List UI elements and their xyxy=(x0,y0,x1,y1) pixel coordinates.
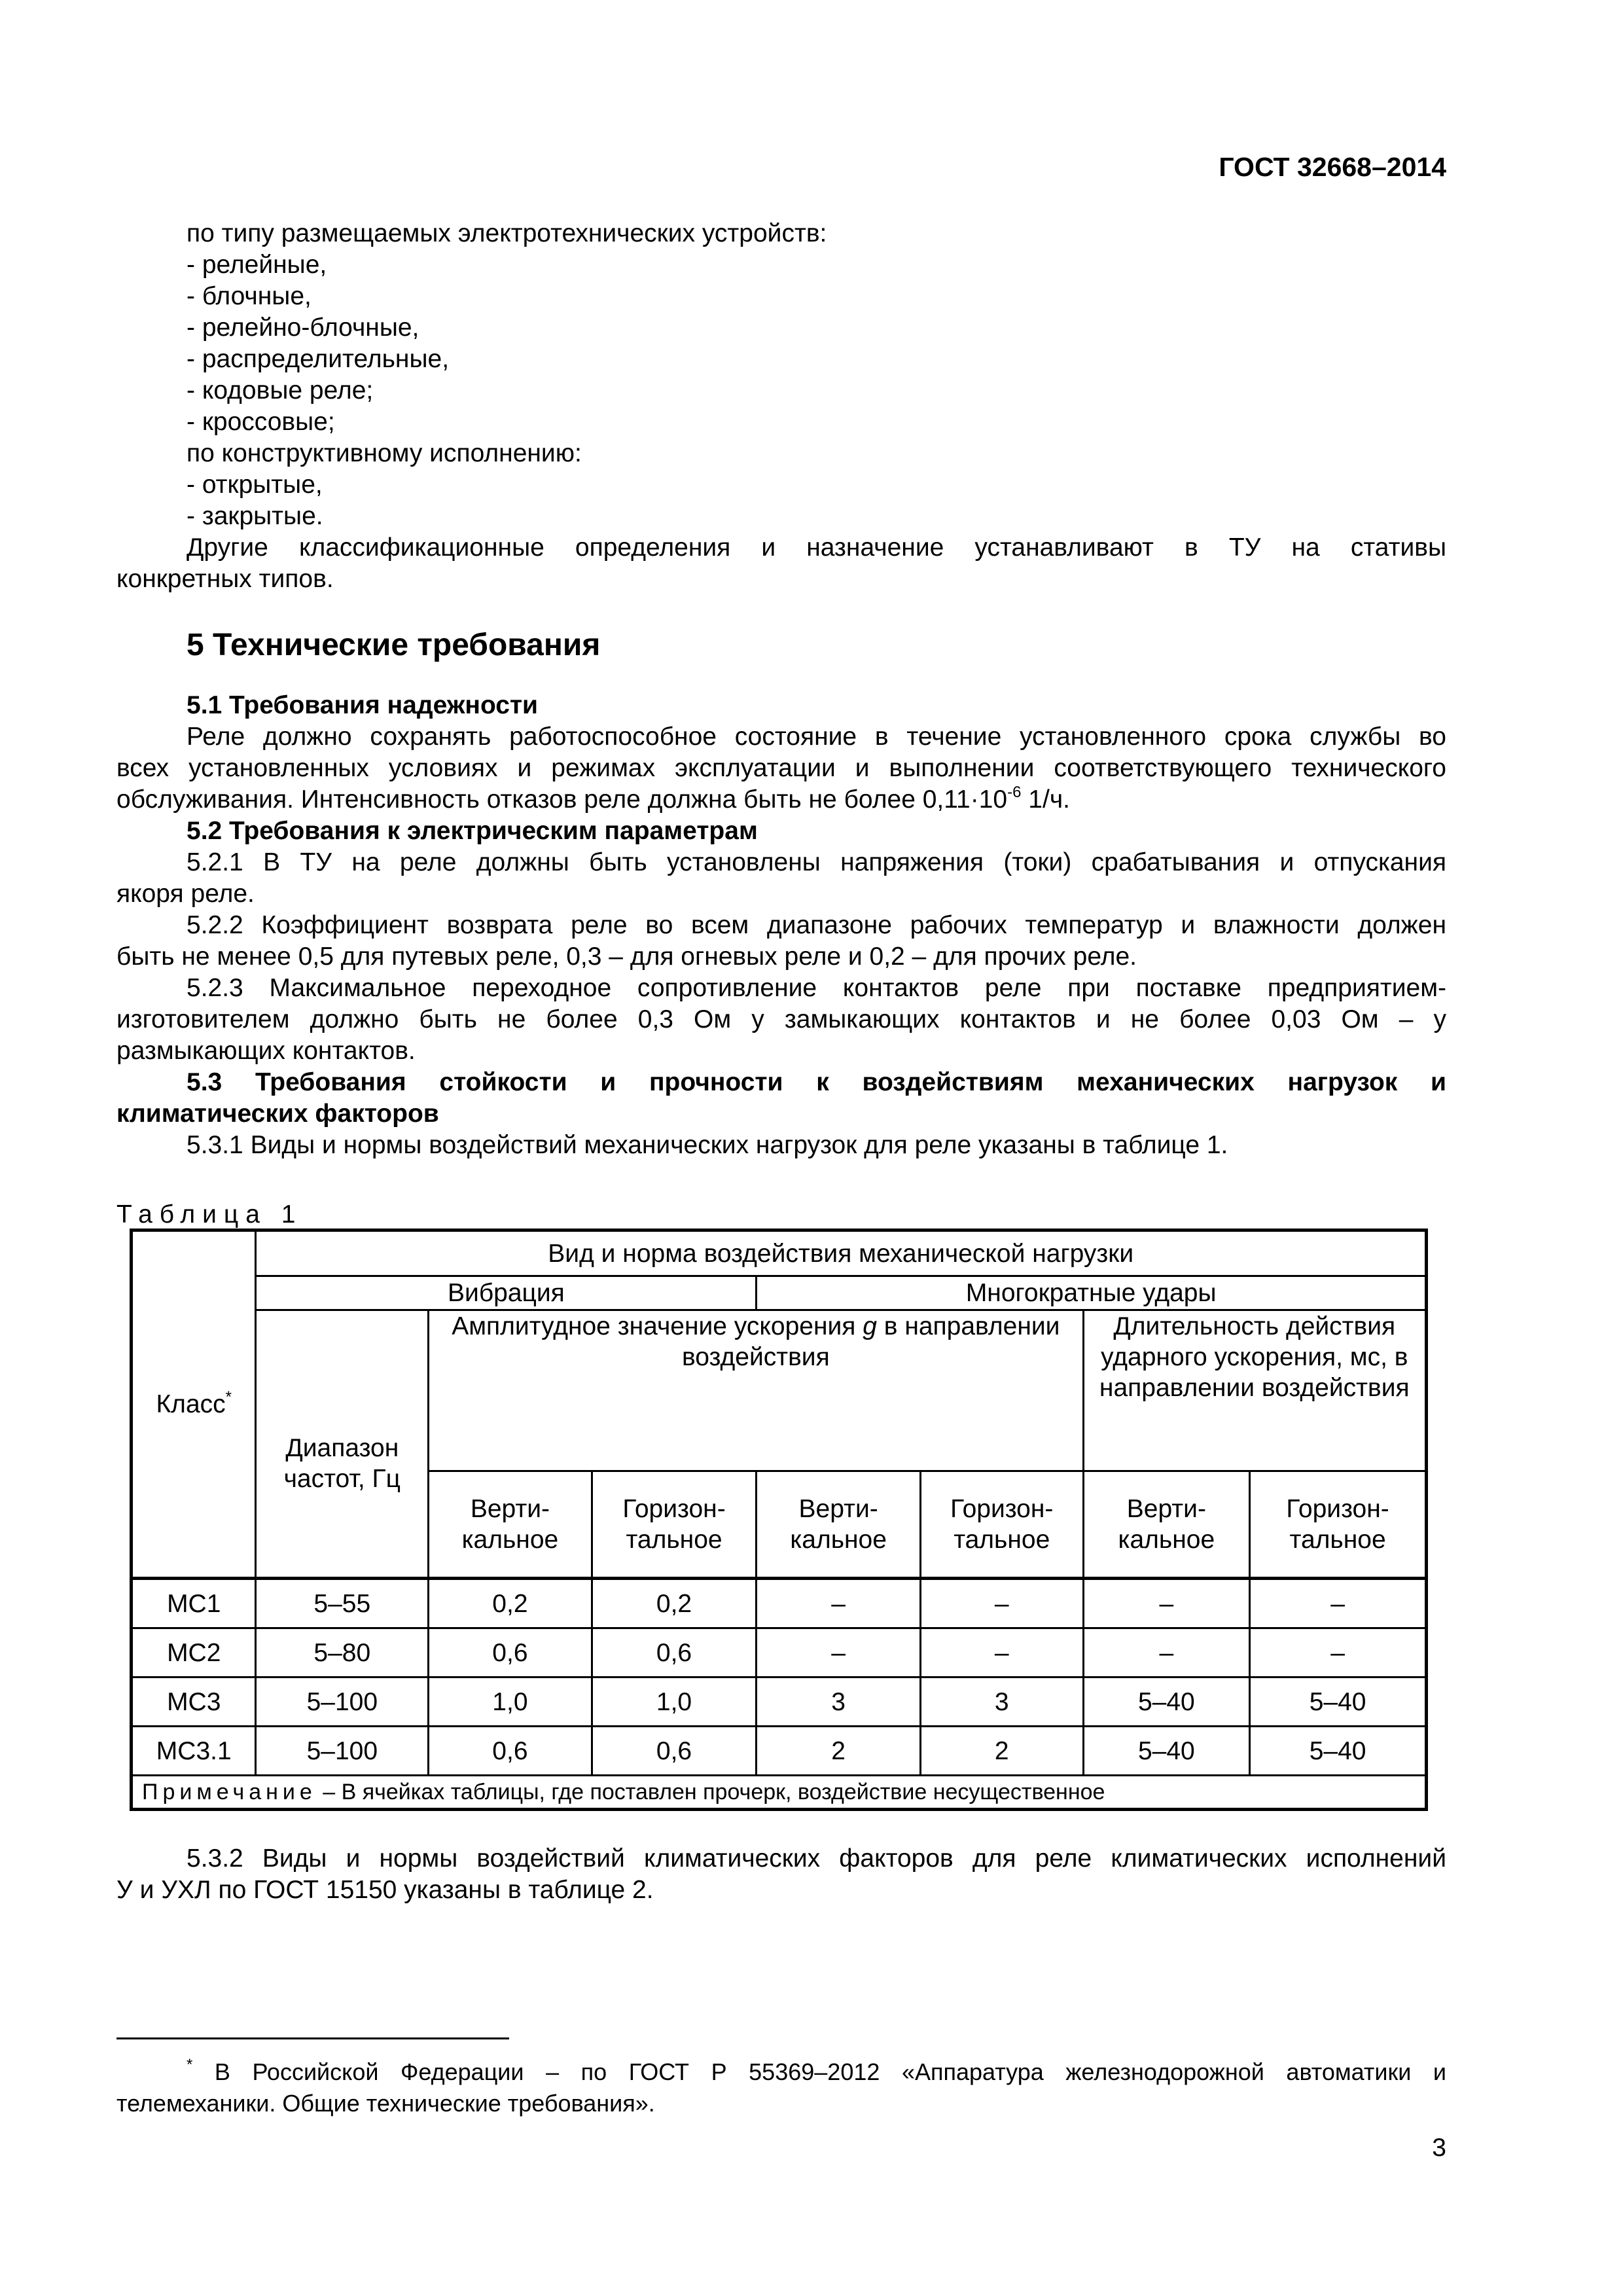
footnote-separator xyxy=(116,2037,509,2039)
table-cell: 5–40 xyxy=(1083,1727,1250,1776)
table-cell: 0,2 xyxy=(592,1579,757,1628)
horizontal-header: Горизон-тальное xyxy=(1250,1471,1427,1579)
intro-line: - кроссовые; xyxy=(187,408,335,436)
table-cell: 5–55 xyxy=(256,1579,429,1628)
intro-line: по конструктивному исполнению: xyxy=(187,439,582,467)
paragraph-line: 5.3.1 Виды и нормы воздействий механических нагрузок для реле указаны в таблице 1. xyxy=(187,1131,1228,1159)
table-row xyxy=(132,1727,1427,1776)
table-cell: 5–80 xyxy=(256,1628,429,1677)
table-cell: – xyxy=(1083,1628,1250,1677)
subsection-heading: 5.2 Требования к электрическим параметрам xyxy=(187,817,758,845)
table-cell: МС3 xyxy=(132,1677,256,1727)
paragraph-line: размыкающих контактов. xyxy=(116,1037,416,1065)
text-span: 1/ч. xyxy=(1021,785,1070,814)
table-cell: – xyxy=(757,1579,921,1628)
vertical-header: Верти-кальное xyxy=(429,1471,592,1579)
table-cell: 1,0 xyxy=(592,1677,757,1727)
table-1 xyxy=(130,1229,1428,1811)
vibration-header: Вибрация xyxy=(256,1276,757,1310)
table-cell: 5–40 xyxy=(1250,1677,1427,1727)
table-cell: 0,6 xyxy=(429,1628,592,1677)
table-cell: 0,2 xyxy=(429,1579,592,1628)
table-cell: МС3.1 xyxy=(132,1727,256,1776)
table-cell: 0,6 xyxy=(429,1727,592,1776)
footnote-text: В Российской Федерации – по ГОСТ Р 55369–2012 «Аппаратура железнодорожной автоматики и xyxy=(214,2058,1446,2085)
intro-line: - открытые, xyxy=(187,471,323,499)
table-cell: 0,6 xyxy=(592,1727,757,1776)
page-number: 3 xyxy=(1432,2134,1446,2162)
subsection-heading: 5.3 Требования стойкости и прочности к воздействиям механических нагрузок и xyxy=(187,1068,1446,1096)
intro-line: по типу размещаемых электротехнических устройств: xyxy=(187,219,827,247)
table-cell: 5–100 xyxy=(256,1677,429,1727)
intro-line: - закрытые. xyxy=(187,502,323,530)
top-header: Вид и норма воздействия механической нагрузки xyxy=(256,1230,1427,1276)
duration-header: Длительность действия ударного ускорения, мс, в направлении воздействия xyxy=(1083,1310,1426,1471)
table-row xyxy=(132,1677,1427,1727)
intro-line: - кодовые реле; xyxy=(187,376,374,404)
paragraph-line: изготовителем должно быть не более 0,3 Ом у замыкающих контактов и не более 0,03 Ом – у xyxy=(116,1005,1446,1033)
paragraph-line xyxy=(116,784,1070,816)
table-cell: – xyxy=(1083,1579,1250,1628)
g-symbol: g xyxy=(863,1312,877,1340)
class-header-cell xyxy=(132,1230,256,1579)
paragraph-line: У и УХЛ по ГОСТ 15150 указаны в таблице 2. xyxy=(116,1876,654,1904)
table-cell: 3 xyxy=(757,1677,921,1727)
vertical-header: Верти-кальное xyxy=(757,1471,921,1579)
shocks-header: Многократные удары xyxy=(757,1276,1427,1310)
paragraph-line: 5.2.3 Максимальное переходное сопротивление контактов реле при поставке предприятием- xyxy=(187,974,1446,1002)
intro-line: - распределительные, xyxy=(187,345,450,373)
note-label: Примечание xyxy=(142,1779,317,1804)
freq-range-header: Диапазон частот, Гц xyxy=(256,1310,429,1579)
note-text: – В ячейках таблицы, где поставлен прочерк, воздействие несущественное xyxy=(316,1779,1105,1804)
vertical-header: Верти-кальное xyxy=(1083,1471,1250,1579)
table-cell: – xyxy=(1250,1628,1427,1677)
table-cell: 3 xyxy=(920,1677,1083,1727)
table-cell: 1,0 xyxy=(429,1677,592,1727)
table-caption: Таблица 1 xyxy=(116,1200,303,1229)
paragraph-line: 5.2.2 Коэффициент возврата реле во всем диапазоне рабочих температур и влажности должен xyxy=(187,911,1446,939)
table-cell: 2 xyxy=(757,1727,921,1776)
intro-line: - релейные, xyxy=(187,251,327,279)
footnote-line xyxy=(187,2056,1446,2088)
text-span: обслуживания. Интенсивность отказов реле должна быть не более 0,11·10 xyxy=(116,785,1008,814)
table-cell: – xyxy=(757,1628,921,1677)
footnote-line: телемеханики. Общие технические требования». xyxy=(116,2090,655,2117)
table-cell: – xyxy=(1250,1579,1427,1628)
table-cell: МС2 xyxy=(132,1628,256,1677)
intro-line: - релейно-блочные, xyxy=(187,314,419,342)
horizontal-header: Горизон-тальное xyxy=(592,1471,757,1579)
table-cell: – xyxy=(920,1579,1083,1628)
paragraph-line: быть не менее 0,5 для путевых реле, 0,3 – для огневых реле и 0,2 – для прочих реле. xyxy=(116,942,1137,971)
table-cell: – xyxy=(920,1628,1083,1677)
subsection-heading: 5.1 Требования надежности xyxy=(187,691,539,719)
amplitude-header xyxy=(429,1310,1083,1471)
subsection-heading: климатических факторов xyxy=(116,1100,439,1128)
paragraph-line: 5.3.2 Виды и нормы воздействий климатических факторов для реле климатических исполнений xyxy=(187,1844,1446,1873)
table-cell: МС1 xyxy=(132,1579,256,1628)
table-row xyxy=(132,1579,1427,1628)
horizontal-header: Горизон-тальное xyxy=(920,1471,1083,1579)
text-span: Амплитудное значение ускорения xyxy=(452,1312,863,1340)
paragraph-line: конкретных типов. xyxy=(116,565,334,593)
table-row xyxy=(132,1628,1427,1677)
table-note xyxy=(132,1776,1427,1810)
superscript: -6 xyxy=(1007,783,1022,801)
text-span: в направлении воздействия xyxy=(681,1312,1060,1371)
table-cell: 5–40 xyxy=(1250,1727,1427,1776)
footnote-sup: * xyxy=(187,2056,193,2073)
table-cell: 5–40 xyxy=(1083,1677,1250,1727)
footnote-mark: * xyxy=(225,1388,232,1406)
paragraph-line: всех установленных условиях и режимах эксплуатации и выполнении соответствующего технического xyxy=(116,754,1446,782)
footnote-mark xyxy=(187,2058,1446,2085)
table-cell: 0,6 xyxy=(592,1628,757,1677)
paragraph-line: Другие классификационные определения и назначение устанавливают в ТУ на стативы xyxy=(187,533,1446,562)
table-cell: 2 xyxy=(920,1727,1083,1776)
section-heading: 5 Технические требования xyxy=(187,628,601,662)
table-cell: 5–100 xyxy=(256,1727,429,1776)
class-header: Класс xyxy=(156,1390,226,1418)
intro-line: - блочные, xyxy=(187,282,312,310)
paragraph-line: 5.2.1 В ТУ на реле должны быть установлены напряжения (токи) срабатывания и отпускания xyxy=(187,848,1446,876)
paragraph-line: якоря реле. xyxy=(116,880,255,908)
document-code: ГОСТ 32668–2014 xyxy=(1219,152,1446,182)
paragraph-line: Реле должно сохранять работоспособное состояние в течение установленного срока службы во xyxy=(187,723,1446,751)
